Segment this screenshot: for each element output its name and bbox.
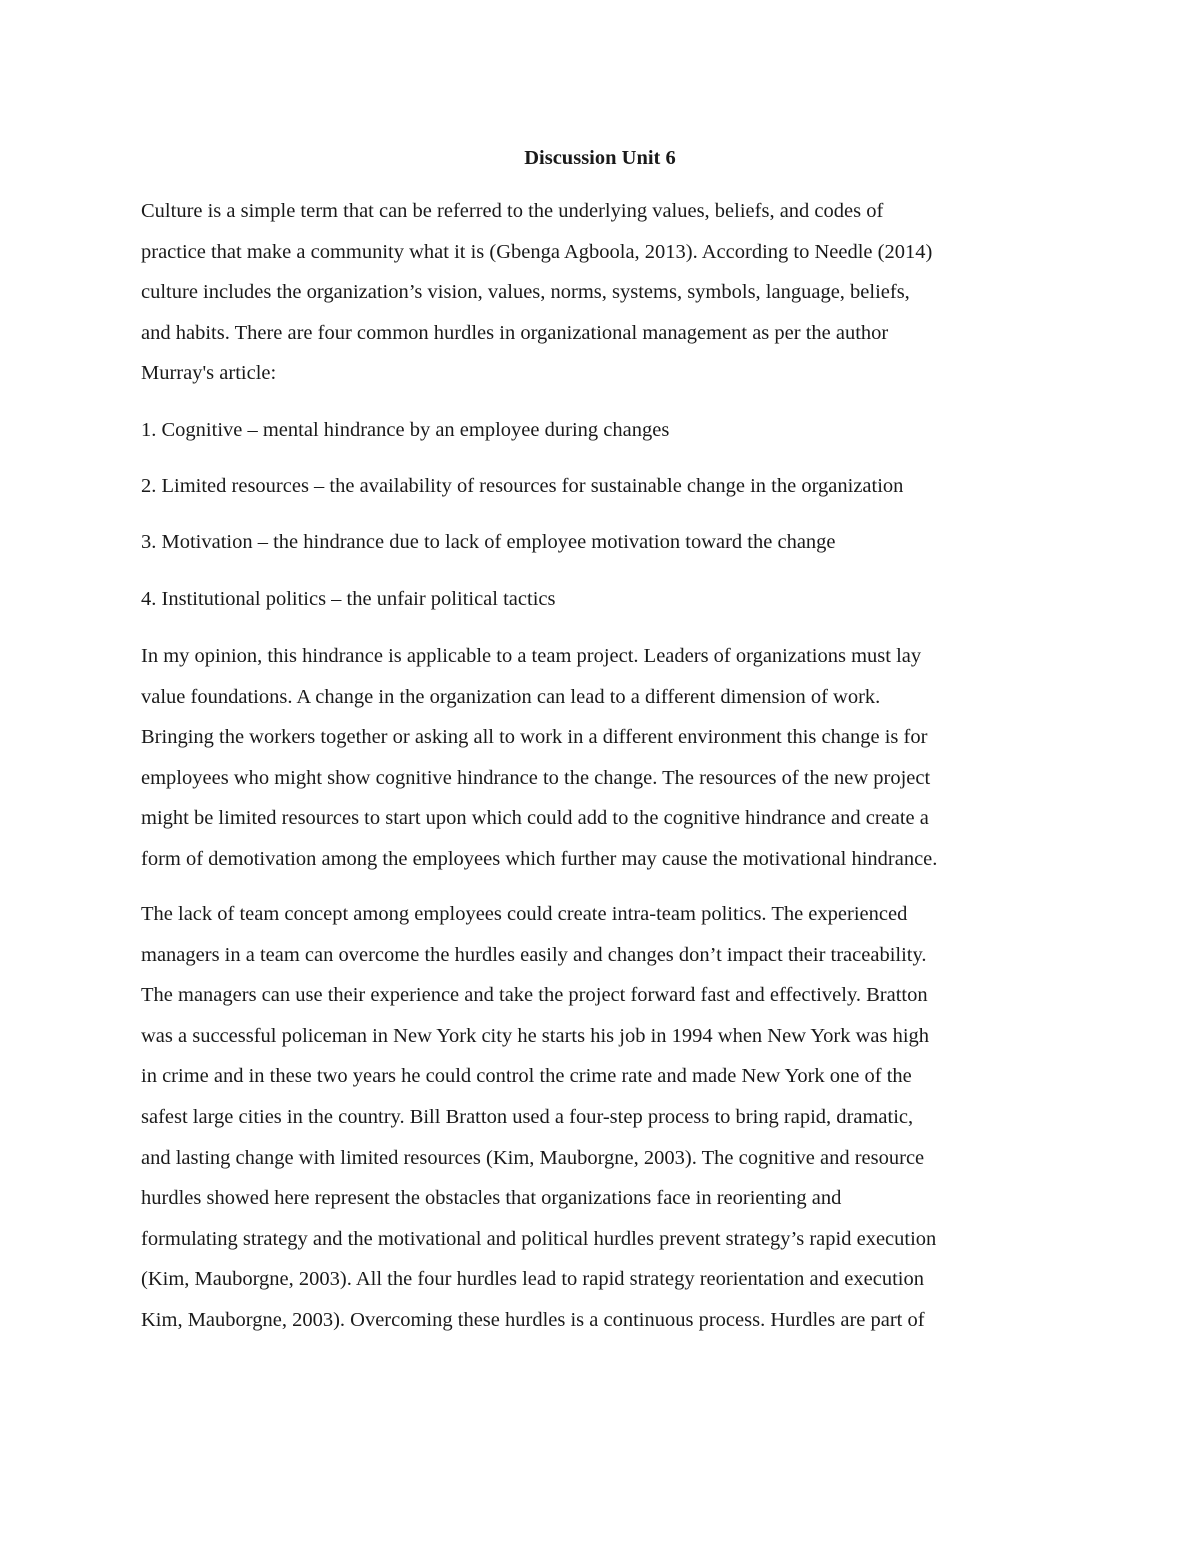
text-line: and lasting change with limited resources (Kim, Mauborgne, 2003). The cognitive and resource [141,1146,925,1169]
text-line: was a successful policeman in New York city he starts his job in 1994 when New York was high [141,1024,930,1047]
list-item: 3. Motivation – the hindrance due to lack of employee motivation toward the change [141,531,836,553]
paragraph-team-politics [141,894,1061,1341]
list-item: 1. Cognitive – mental hindrance by an employee during changes [141,419,670,441]
text-line: employees who might show cognitive hindrance to the change. The resources of the new project [141,766,931,789]
text-line: managers in a team can overcome the hurdles easily and changes don’t impact their traceability. [141,943,927,966]
text-line: Kim, Mauborgne, 2003). Overcoming these hurdles is a continuous process. Hurdles are part of [141,1308,925,1331]
list-item: 2. Limited resources – the availability of resources for sustainable change in the organization [141,475,904,497]
hurdle-list-item-2 [141,466,1061,507]
list-item: 4. Institutional politics – the unfair political tactics [141,588,556,610]
text-line: Murray's article: [141,362,277,385]
text-line: Bringing the workers together or asking all to work in a different environment this change is for [141,726,928,749]
document-title: Discussion Unit 6 [524,147,676,169]
hurdle-list-item-4 [141,579,1061,620]
text-line: formulating strategy and the motivational and political hurdles prevent strategy’s rapid execution [141,1227,937,1250]
text-line: safest large cities in the country. Bill Bratton used a four-step process to bring rapid, dramatic, [141,1105,914,1128]
text-line: The lack of team concept among employees could create intra-team politics. The experienced [141,903,908,925]
text-line: practice that make a community what it is (Gbenga Agboola, 2013). According to Needle (2014) [141,240,933,263]
text-line: and habits. There are four common hurdles in organizational management as per the author [141,321,889,344]
text-line: (Kim, Mauborgne, 2003). All the four hurdles lead to rapid strategy reorientation and execution [141,1268,924,1291]
text-line: in crime and in these two years he could control the crime rate and made New York one of the [141,1065,912,1088]
hurdle-list-item-1 [141,410,1061,451]
text-line: In my opinion, this hindrance is applicable to a team project. Leaders of organizations must lay [141,645,922,667]
paragraph-intro [141,191,1061,394]
paragraph-opinion [141,636,1061,880]
text-line: The managers can use their experience and take the project forward fast and effectively. Bratton [141,984,928,1007]
hurdle-list-item-3 [141,522,1061,563]
text-line: value foundations. A change in the organization can lead to a different dimension of work. [141,685,881,708]
text-line: hurdles showed here represent the obstacles that organizations face in reorienting and [141,1187,842,1210]
text-line: form of demotivation among the employees which further may cause the motivational hindrance. [141,847,938,870]
text-line: might be limited resources to start upon which could add to the cognitive hindrance and create a [141,807,929,830]
text-line: culture includes the organization’s vision, values, norms, systems, symbols, language, beliefs, [141,281,910,304]
text-line: Culture is a simple term that can be referred to the underlying values, beliefs, and codes of [141,200,884,222]
